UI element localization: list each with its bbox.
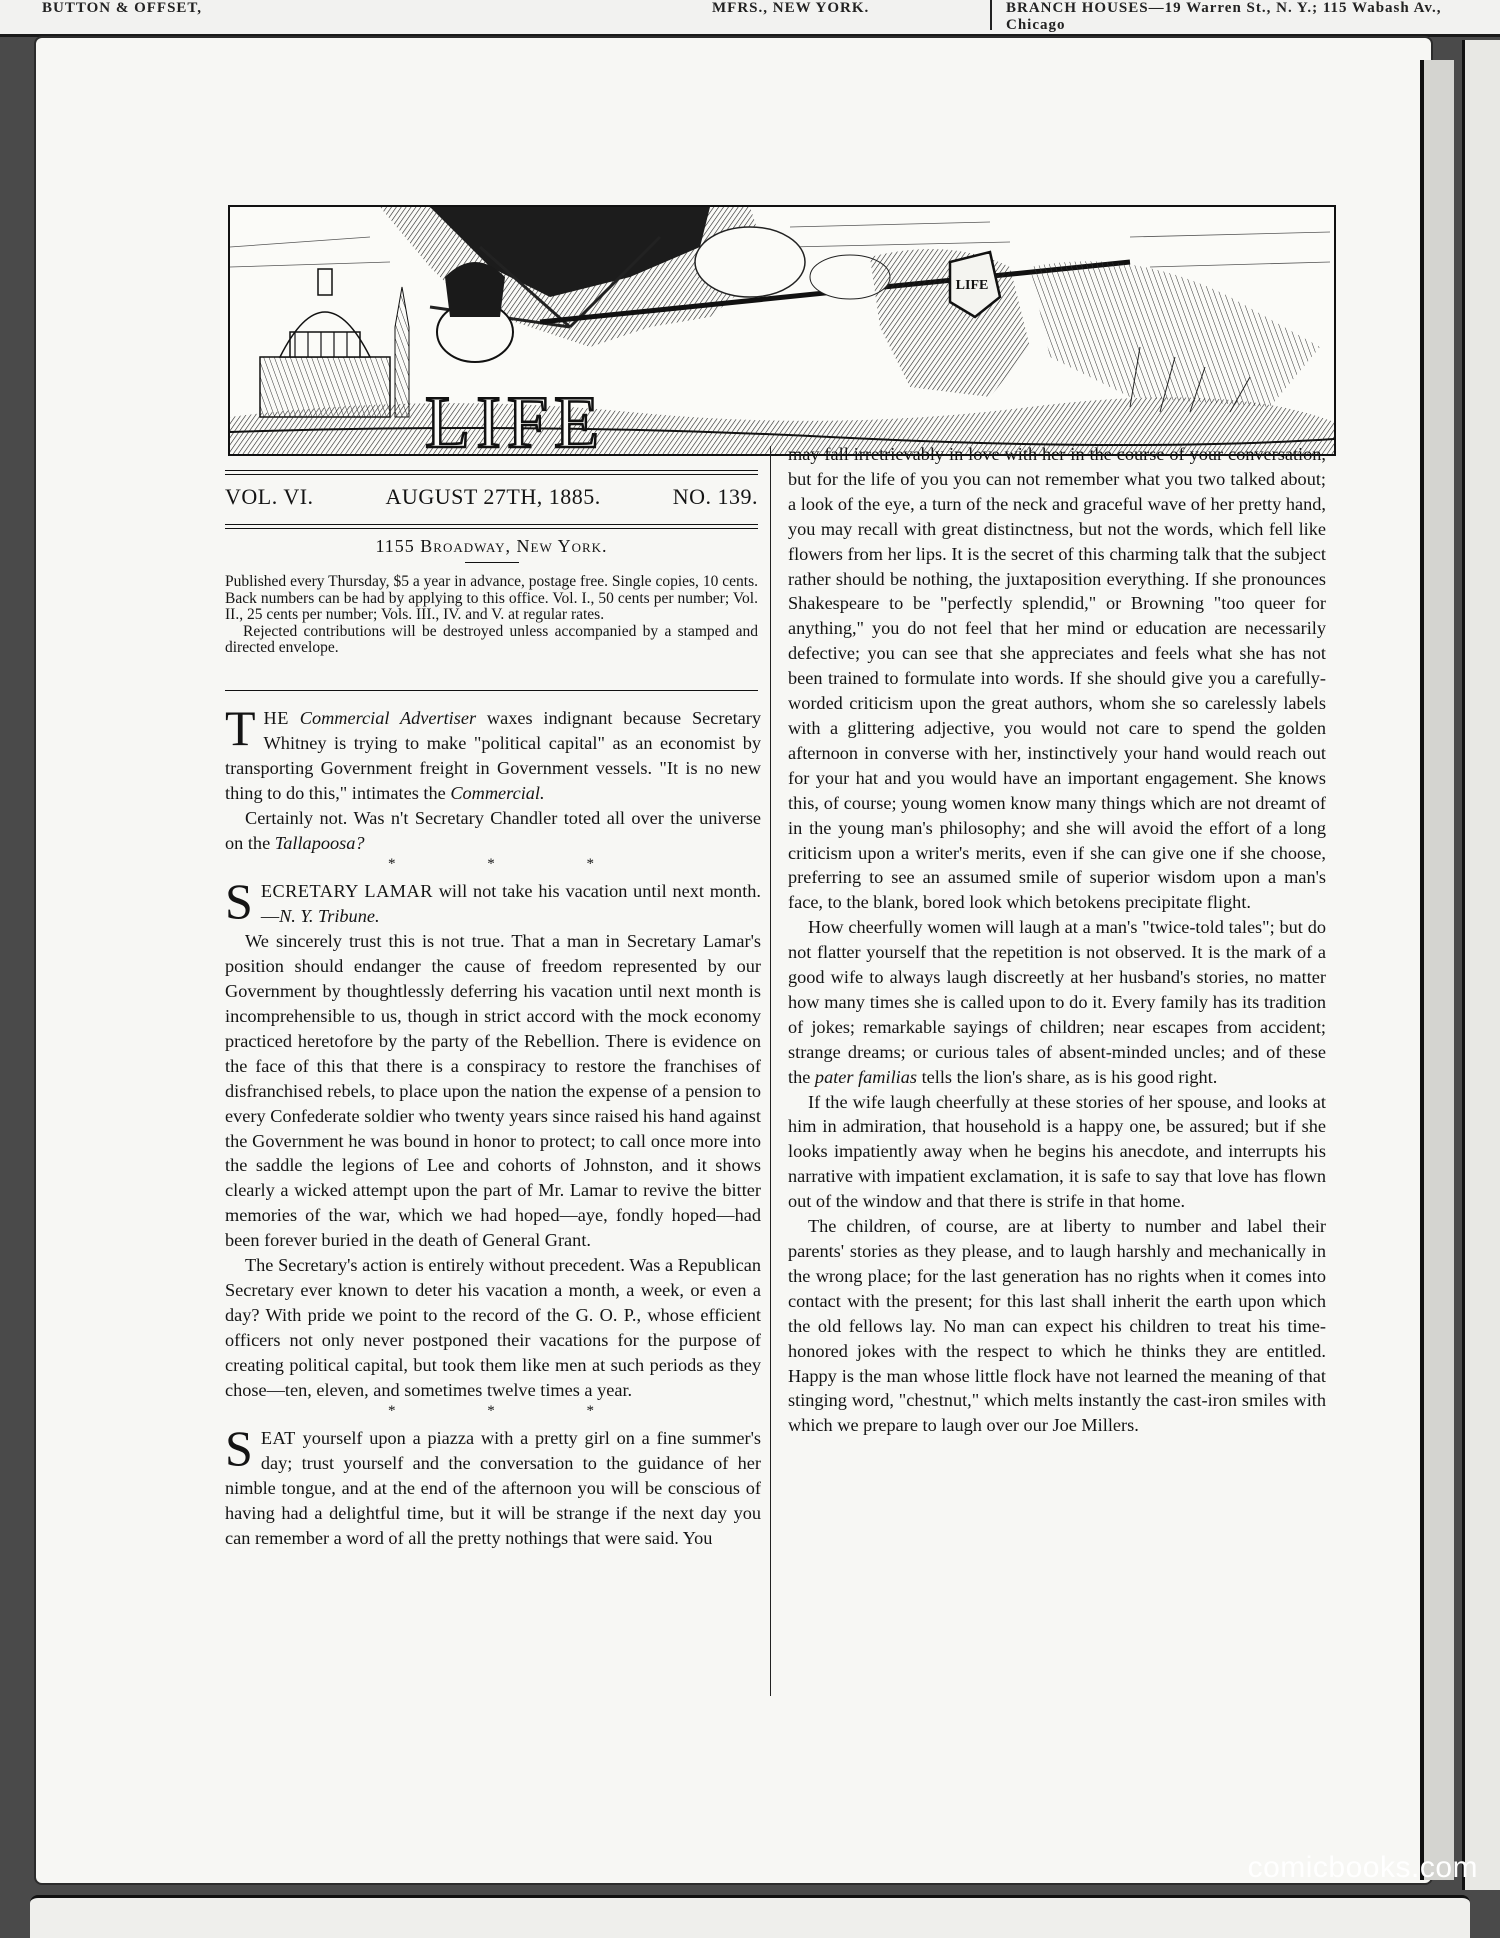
issue-date: AUGUST 27TH, 1885. [385, 484, 601, 509]
left-column [225, 700, 761, 1551]
masthead-title: LIFE [425, 382, 606, 454]
office-address: 1155 Broadway, New York. [375, 536, 608, 556]
adjacent-page-edge [1462, 40, 1500, 1890]
paragraph-lamar-response: We sincerely trust this is not true. That a man in Secretary Lamar's position should endanger the cause of freedom represented by our Government by thoughtlessly deferring his vacation until next month is incomprehensible to us, though in strict accord with the mock economy practiced heretofore by the party of the Rebellion. There is evidence on the face of this that there is a conspiracy to restore the franchises of disfranchised rebels, to place upon the nation the expense of a pension to every Confederate soldier who twenty years since raised his hand against the Government he was bound in honor to protect; to call once more into the saddle the legions of Lee and cohorts of Johnston, and it shows clearly a wicked attempt upon the part of Mr. Lamar to revive the bitter memories of the war, which we had hoped—aye, fondly hoped—had been forever buried in the death of General Grant. [225, 931, 761, 1251]
rule-mid [225, 524, 758, 525]
address-rule [465, 562, 519, 563]
next-page-edge [30, 1895, 1470, 1938]
drop-cap: T [225, 700, 256, 756]
pubinfo-contributions: Rejected contributions will be destroyed unless accompanied by a stamped and directed envelope. [225, 622, 758, 656]
drop-cap: S [225, 873, 253, 930]
rule-top-2 [225, 474, 758, 475]
pubinfo-terms: Published every Thursday, $5 a year in advance, postage free. Single copies, 10 cents. Back numbers can be had by applying to this office. Vol. I., 50 cents per number; Vol. II., 25 cents per number; Vols. III., IV. and V. at regular rates. [225, 573, 758, 623]
shield-text: LIFE [955, 278, 989, 293]
column-divider [770, 446, 771, 1696]
paragraph-secretary-action: The Secretary's action is entirely without precedent. Was a Republican Secretary ever known to deter his vacation a month, a week, or even a day? With pride we point to the record of the G. O. P., whose efficient officers not only never postponed their vacations for the purpose of creating political capital, but took them like men at such periods as they chose—ten, eleven, and sometimes twelve times a year. [225, 1255, 761, 1400]
previous-page-strip [0, 0, 1500, 37]
paragraph-conversation: may fall irretrievably in love with her in the course of your conversation, but for the life of you you can not remember what you two talked about; a look of the eye, a turn of the neck and graceful wave of her pretty hand, you may recall with great distinctness, but not the words, which fell like flowers from her lips. It is the secret of this charming talk that the subject rather should be nothing, the juxtaposition everything. If she pronounces Shakespeare to be "perfectly splendid," or Browning "too queer for anything," you do not feel that her mind or education are necessarily defective; you can see that she appreciates and feels what she has not been trained to formulate into words. If she should give you a carefully-worded criticism upon the great authors, whom she so carelessly labels with a glittering adjective, you would not care to spend the golden afternoon in converse with her, instinctively your hand would reach out for your hat and you would have an important engagement. She knows this, of course; young women know many things which are not dreamt of in the young man's philosophy; and she will avoid the effort of a long criticism upon a writer's merits, even if she can give one if she choose, preferring to see an assumed smile of superior wisdom upon a man's face, to the blank, bored look which betokens precipitate flight. [788, 444, 1326, 913]
paragraph-piazza: SEAT yourself upon a piazza with a pretty girl on a fine summer's day; trust yourself and the conversation to the guidance of her nimble tongue, and at the end of the afternoon you will be conscious of having had a delightful time, but it will be strange if the next day you can remember a word of all the pretty nothings that were said. You [225, 1420, 761, 1549]
publication-info [225, 574, 758, 657]
page-spine-edge [1420, 60, 1454, 1880]
volume: VOL. VI. [225, 484, 314, 509]
rule-top [225, 470, 758, 471]
section-stars: * * * [388, 1403, 638, 1420]
strip-right-text: BRANCH HOUSES—19 Warren St., N. Y.; 115 Wabash Av., Chicago [990, 0, 1500, 30]
paragraph-chandler: Certainly not. Was n't Secretary Chandler toted all over the universe on the Tallapoosa? [225, 807, 761, 853]
issue-line [225, 484, 758, 510]
right-column [788, 442, 1326, 1438]
paragraph-wife: If the wife laugh cheerfully at these stories of her spouse, and looks at him in admiration, that household is a happy one, be assured; but if she looks impatiently away when he begins his anecdote, and interrupts his narrative with impatient exclamation, it is safe to say that love has flown out of the window and that there is strife in that home. [788, 1091, 1326, 1212]
paragraph-children: The children, of course, are at liberty to number and label their parents' stories as they please, and to laugh harshly and mechanically in the wrong place; for the last generation has no rights when it comes into contact with the present; for this last shall inherit the earth upon which the old fellows lay. No man can expect his children to treat his time-honored jokes with the respect to which he thinks they are entitled. Happy is the man whose little flock have not learned the meaning of that stinging word, "chestnut," which melts instantly the cast-iron smiles with which we prepare to laugh over our Joe Millers. [788, 1216, 1326, 1436]
issue-number: NO. 139. [672, 484, 758, 509]
drop-cap: S [225, 1420, 253, 1477]
rule-mid-2 [225, 528, 758, 529]
paragraph-lamar-quote: SECRETARY LAMAR will not take his vacation until next month.—N. Y. Tribune. [225, 873, 761, 930]
rule-pubinfo [225, 690, 758, 691]
paragraph-commercial: THE Commercial Advertiser waxes indignant because Secretary Whitney is trying to make "political capital" as an economist by transporting Government freight in Government vessels. "It is no new thing to do this," intimates the Commercial. [225, 700, 761, 803]
strip-middle-text: MFRS., NEW YORK. [712, 0, 870, 16]
masthead-illustration [228, 205, 1336, 456]
watermark: comicbooks.com [1247, 1851, 1478, 1884]
paragraph-twice-told: How cheerfully women will laugh at a man's "twice-told tales"; but do not flatter yourself that the repetition is not observed. It is the mark of a good wife to always laugh discreetly at her husband's stories, no matter how many times she is called upon to do it. Every family has its tradition of jokes; remarkable sayings of children; near escapes from accident; strange dreams; or curious tales of absent-minded uncles; and of these the pater familias tells the lion's share, as is his good right. [788, 917, 1326, 1087]
masthead-engraving [230, 207, 1334, 454]
section-stars: * * * [388, 856, 638, 873]
strip-left-text: BUTTON & OFFSET, [42, 0, 203, 16]
